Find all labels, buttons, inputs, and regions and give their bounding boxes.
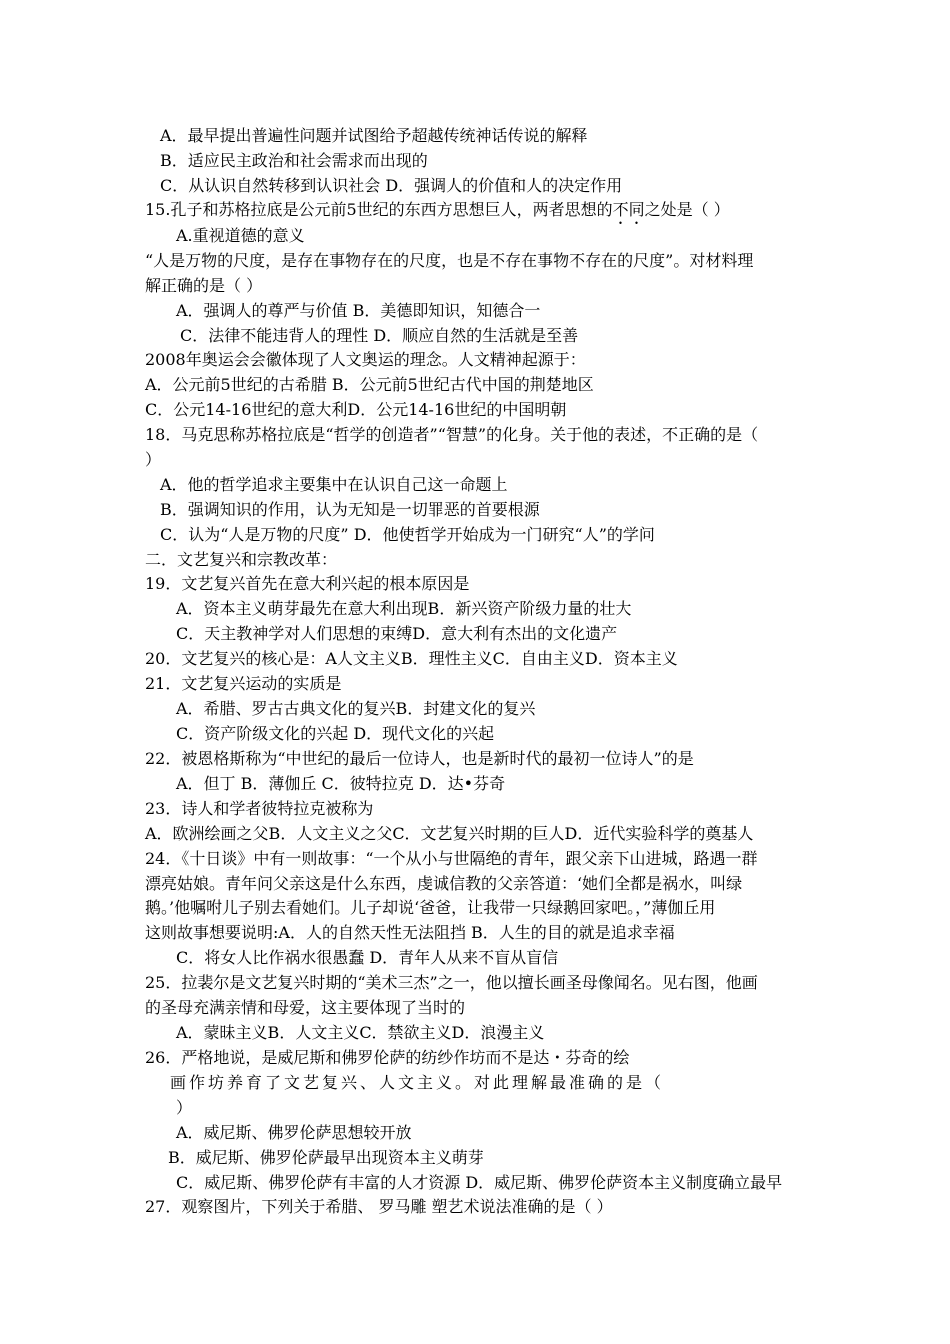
q25-options: A．蒙昧主义B．人文主义C．禁欲主义D．浪漫主义 bbox=[176, 1023, 545, 1042]
q26-option-b: B．威尼斯、佛罗伦萨最早出现资本主义萌芽 bbox=[168, 1148, 484, 1167]
question-19: 19．文艺复兴首先在意大利兴起的根本原因是 bbox=[145, 574, 470, 593]
question-24-line-4: 这则故事想要说明:A．人的自然天性无法阻挡 B．人生的目的就是追求幸福 bbox=[145, 923, 675, 942]
question-17: 2008年奥运会会徽体现了人文奥运的理念。人文精神起源于： bbox=[145, 350, 586, 369]
question-24-line-3: 鹅。’他嘱咐儿子别去看她们。儿子却说‘爸爸，让我带一只绿鹅回家吧。，”薄伽丘用 bbox=[145, 898, 716, 917]
question-18-line-1: 18．马克思称苏格拉底是“哲学的创造者”“智慧”的化身。关于他的表述，不正确的是（ bbox=[145, 425, 759, 444]
q14-options-c-d: C．从认识自然转移到认识社会 D．强调人的价值和人的决定作用 bbox=[160, 176, 623, 195]
question-22: 22．被恩格斯称为“中世纪的最后一位诗人，也是新时代的最初一位诗人”的是 bbox=[145, 749, 694, 768]
q14-option-a: A．最早提出普遍性问题并试图给予超越传统神话传说的解释 bbox=[160, 126, 588, 145]
q19-options-a-b: A．资本主义萌芽最先在意大利出现B．新兴资产阶级力量的壮大 bbox=[176, 599, 632, 618]
q15-option-a: A.重视道德的意义 bbox=[176, 226, 305, 245]
question-27: 27．观察图片，下列关于希腊、 罗马雕 塑艺术说法准确的是（ ） bbox=[145, 1197, 613, 1216]
section-heading-2: 二．文艺复兴和宗教改革： bbox=[145, 550, 338, 569]
q26-options-c-d: C．威尼斯、佛罗伦萨有丰富的人才资源 D．威尼斯、佛罗伦萨资本主义制度确立最早 bbox=[176, 1173, 783, 1192]
q22-options: A．但丁 B．薄伽丘 C．彼特拉克 D．达•芬奇 bbox=[176, 774, 506, 793]
question-26-line-1: 26．严格地说，是威尼斯和佛罗伦萨的纺纱作坊而不是达・芬奇的绘 bbox=[145, 1048, 630, 1067]
emphasis-text: 不同 bbox=[612, 200, 645, 219]
q16-options-c-d: C．法律不能违背人的理性 D．顺应自然的生活就是至善 bbox=[180, 326, 579, 345]
question-25-line-2: 的圣母充满亲情和母爱，这主要体现了当时的 bbox=[145, 998, 466, 1017]
question-24-line-1: 24．《十日谈》中有一则故事：“一个从小与世隔绝的青年，跟父亲下山进城，路遇一群 bbox=[145, 849, 758, 868]
question-25-line-1: 25．拉裴尔是文艺复兴时期的“美术三杰”之一，他以擅长画圣母像闻名。见右图，他画 bbox=[145, 973, 758, 992]
q21-options-a-b: A．希腊、罗古古典文化的复兴B．封建文化的复兴 bbox=[176, 699, 536, 718]
question-21: 21．文艺复兴运动的实质是 bbox=[145, 674, 342, 693]
q19-options-c-d: C．天主教神学对人们思想的束缚D．意大利有杰出的文化遗产 bbox=[176, 624, 618, 643]
q17-options-a-b: A．公元前5世纪的古希腊 B．公元前5世纪古代中国的荆楚地区 bbox=[145, 375, 594, 394]
question-26-line-2: 画作坊养育了文艺复兴、人文主义。对此理解最准确的是（ bbox=[170, 1073, 665, 1092]
q21-options-c-d: C．资产阶级文化的兴起 D．现代文化的兴起 bbox=[176, 724, 495, 743]
question-15 bbox=[145, 200, 730, 220]
q18-option-a: A．他的哲学追求主要集中在认识自己这一命题上 bbox=[160, 475, 508, 494]
question-26-line-3: ） bbox=[176, 1098, 193, 1117]
q18-option-b: B．强调知识的作用，认为无知是一切罪恶的首要根源 bbox=[160, 500, 540, 519]
q17-options-c-d: C．公元14-16世纪的意大利D．公元14-16世纪的中国明朝 bbox=[145, 400, 567, 419]
question-16-line-2: 解正确的是（ ） bbox=[145, 276, 263, 295]
question-23: 23．诗人和学者彼特拉克被称为 bbox=[145, 799, 374, 818]
q26-option-a: A．威尼斯、佛罗伦萨思想较开放 bbox=[176, 1123, 412, 1142]
q23-options: A．欧洲绘画之父B．人文主义之父C．文艺复兴时期的巨人D．近代实验科学的奠基人 bbox=[145, 824, 754, 843]
question-18-line-2: ） bbox=[145, 450, 162, 469]
question-20: 20．文艺复兴的核心是：A人文主义B．理性主义C．自由主义D．资本主义 bbox=[145, 649, 678, 668]
q16-options-a-b: A．强调人的尊严与价值 B．美德即知识，知德合一 bbox=[176, 301, 541, 320]
question-16-line-1: “人是万物的尺度，是存在事物存在的尺度，也是不存在事物不存在的尺度”。对材料理 bbox=[145, 251, 754, 270]
question-24-line-2: 漂亮姑娘。青年问父亲这是什么东西，虔诚信教的父亲答道：‘她们全都是祸水，叫绿 bbox=[145, 874, 743, 893]
q18-options-c-d: C．认为“人是万物的尺度” D．他使哲学开始成为一门研究“人”的学问 bbox=[160, 525, 655, 544]
q24-options-c-d: C．将女人比作祸水很愚蠢 D．青年人从来不盲从盲信 bbox=[176, 948, 559, 967]
question-15-text: 15.孔子和苏格拉底是公元前5世纪的东西方思想巨人，两者思想的不同之处是（ ） bbox=[145, 200, 730, 219]
q14-option-b: B．适应民主政治和社会需求而出现的 bbox=[160, 151, 428, 170]
